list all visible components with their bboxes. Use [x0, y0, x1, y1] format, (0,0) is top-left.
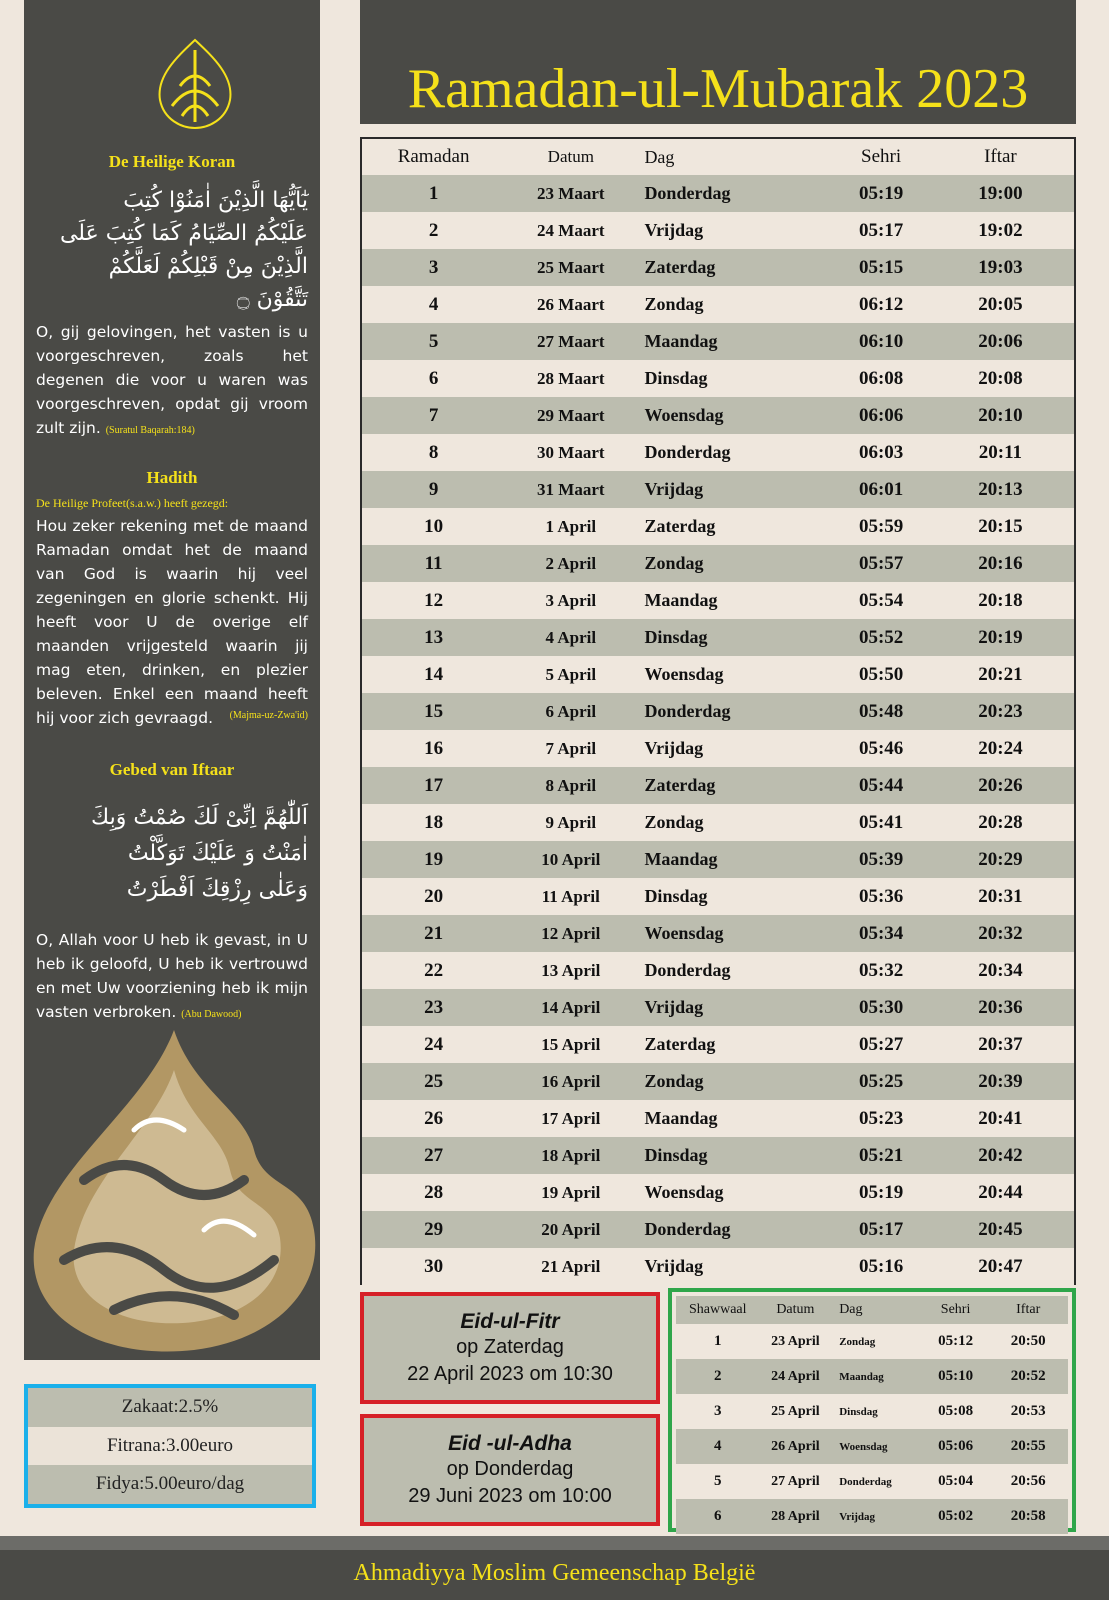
- header-sehri: Sehri: [861, 146, 902, 167]
- iftaar-citation: (Abu Dawood): [181, 1009, 242, 1020]
- hadith-heading: Hadith: [146, 468, 198, 487]
- sehri-time-cell: 05:54: [858, 589, 904, 611]
- datum-cell: 31 Maart: [537, 479, 605, 499]
- sehri-time-cell: 05:39: [858, 848, 904, 870]
- table-row: [362, 286, 1074, 323]
- shawwaal-row: [676, 1499, 1068, 1534]
- iftar-time-cell: 20:11: [978, 441, 1023, 463]
- datum-cell: 19 April: [541, 1182, 601, 1202]
- dag-cell: Woensdag: [839, 1440, 888, 1453]
- sehri-time-cell: 05:19: [858, 1181, 904, 1203]
- ramadan-day-cell: 27: [424, 1144, 444, 1166]
- datum-cell: 26 April: [771, 1438, 820, 1454]
- sehri-time-cell: 05:48: [858, 700, 904, 722]
- zakaat-rate: Zakaat:2.5%: [28, 1388, 312, 1427]
- dag-cell: Vrijdag: [644, 1256, 704, 1276]
- datum-cell: 27 April: [771, 1473, 820, 1489]
- shawwaal-day-cell: 5: [714, 1473, 722, 1489]
- sehri-time-cell: 05:34: [858, 922, 904, 944]
- dag-cell: Dinsdag: [839, 1405, 878, 1418]
- koran-translation: O, gij gelovingen, het vasten is u voorgeschreven, zoals het degenen die voor u waren was voorgeschreven, opdat gij vroom zult zijn. (Suratul Baqarah:184): [36, 323, 308, 437]
- table-row: [362, 767, 1074, 804]
- sehri-time-cell: 05:17: [858, 219, 904, 241]
- table-row: [362, 878, 1074, 915]
- sehri-time-cell: 06:01: [858, 478, 904, 500]
- footer-strip: [0, 1536, 1109, 1550]
- page-title: Ramadan-ul-Mubarak 2023: [407, 58, 1029, 120]
- iftar-time-cell: 20:15: [978, 515, 1023, 537]
- table-row: [362, 508, 1074, 545]
- datum-cell: 2 April: [545, 553, 597, 573]
- shawwaal-row: [676, 1464, 1068, 1499]
- iftar-time-cell: 20:36: [978, 996, 1023, 1018]
- sehri-time-cell: 05:12: [938, 1333, 974, 1349]
- eid-ul-adha-box: [360, 1414, 660, 1526]
- datum-cell: 9 April: [545, 812, 597, 832]
- shawwaal-body: [676, 1324, 1068, 1534]
- table-row: [362, 360, 1074, 397]
- sehri-time-cell: 06:03: [858, 441, 904, 463]
- ramadan-day-cell: 17: [424, 774, 444, 796]
- table-row: [362, 619, 1074, 656]
- datum-cell: 8 April: [545, 775, 597, 795]
- datum-cell: 11 April: [541, 886, 600, 906]
- dag-cell: Woensdag: [644, 664, 724, 684]
- iftar-time-cell: 20:56: [1010, 1473, 1046, 1489]
- koran-arabic-verse: يٰٓاَيُّهَا الَّذِيْنَ اٰمَنُوْا كُتِبَ عَلَيْكُمُ الصِّيَامُ كَمَا كُتِبَ عَلَى الَّذِيْنَ مِنْ قَبْلِكُمْ لَعَلَّكُمْ تَتَّقُوْنَ ۝: [59, 188, 308, 312]
- shawwaal-row: [676, 1359, 1068, 1394]
- table-row: [362, 175, 1074, 212]
- table-row: [362, 656, 1074, 693]
- ramadan-day-cell: 5: [428, 330, 439, 352]
- eid-fitr-day: op Zaterdag: [456, 1336, 564, 1358]
- sehri-time-cell: 05:46: [858, 737, 904, 759]
- shawwaal-day-cell: 6: [714, 1508, 722, 1524]
- dag-cell: Vrijdag: [644, 997, 704, 1017]
- datum-cell: 23 April: [771, 1333, 820, 1349]
- eid-adha-title: Eid -ul-Adha: [448, 1432, 572, 1455]
- iftar-time-cell: 20:18: [978, 589, 1023, 611]
- iftar-time-cell: 20:39: [978, 1070, 1023, 1092]
- ramadan-day-cell: 12: [424, 589, 444, 611]
- sehri-time-cell: 05:44: [858, 774, 904, 796]
- datum-cell: 15 April: [541, 1034, 601, 1054]
- dag-cell: Donderdag: [644, 1219, 731, 1239]
- fidya-rate: Fidya:5.00euro/dag: [28, 1465, 312, 1504]
- sehri-time-cell: 05:04: [938, 1473, 974, 1489]
- table-row: [362, 1211, 1074, 1248]
- iftar-time-cell: 20:41: [978, 1107, 1023, 1129]
- datum-cell: 24 Maart: [537, 220, 605, 240]
- table-row: [362, 545, 1074, 582]
- ramadan-day-cell: 8: [428, 441, 439, 463]
- iftar-time-cell: 20:53: [1010, 1403, 1046, 1419]
- iftar-time-cell: 20:55: [1010, 1438, 1046, 1454]
- ramadan-day-cell: 25: [424, 1070, 444, 1092]
- iftar-time-cell: 20:13: [978, 478, 1023, 500]
- sehri-time-cell: 05:21: [858, 1144, 904, 1166]
- datum-cell: 23 Maart: [537, 183, 605, 203]
- iftaar-heading: Gebed van Iftaar: [109, 760, 235, 779]
- dag-cell: Vrijdag: [644, 479, 704, 499]
- datum-cell: 29 Maart: [537, 405, 605, 425]
- header-ramadan: Ramadan: [397, 146, 470, 167]
- dag-cell: Zaterdag: [644, 257, 716, 277]
- sehri-time-cell: 05:59: [858, 515, 904, 537]
- dag-cell: Zondag: [644, 812, 704, 832]
- iftar-time-cell: 20:10: [978, 404, 1023, 426]
- koran-heading: De Heilige Koran: [108, 152, 236, 171]
- header-dag: Dag: [839, 1302, 863, 1317]
- dag-cell: Donderdag: [644, 183, 731, 203]
- datum-cell: 13 April: [541, 960, 601, 980]
- table-row: [362, 323, 1074, 360]
- header-datum: Datum: [547, 147, 594, 166]
- iftar-time-cell: 20:47: [978, 1255, 1023, 1277]
- sehri-time-cell: 05:06: [938, 1438, 974, 1454]
- dag-cell: Woensdag: [644, 1182, 724, 1202]
- iftar-time-cell: 20:29: [978, 848, 1023, 870]
- table-row: [362, 434, 1074, 471]
- iftar-time-cell: 20:58: [1010, 1508, 1046, 1524]
- ramadan-mubarak-calligraphy: [24, 1030, 320, 1360]
- eid-ul-fitr-box: [360, 1292, 660, 1404]
- dag-cell: Maandag: [644, 331, 718, 351]
- table-body: [362, 175, 1074, 1285]
- dag-cell: Donderdag: [644, 701, 731, 721]
- datum-cell: 6 April: [545, 701, 597, 721]
- table-row: [362, 1248, 1074, 1285]
- datum-cell: 5 April: [545, 664, 597, 684]
- iftar-time-cell: 20:44: [978, 1181, 1023, 1203]
- iftar-time-cell: 20:45: [978, 1218, 1023, 1240]
- sehri-time-cell: 05:23: [858, 1107, 904, 1129]
- shawwaal-day-cell: 2: [714, 1368, 722, 1384]
- header-sehri: Sehri: [940, 1302, 971, 1317]
- dag-cell: Maandag: [644, 590, 718, 610]
- iftar-time-cell: 20:50: [1010, 1333, 1046, 1349]
- ramadan-day-cell: 10: [424, 515, 444, 537]
- dag-cell: Zaterdag: [644, 516, 716, 536]
- sehri-time-cell: 06:08: [858, 367, 904, 389]
- iftar-time-cell: 19:03: [978, 256, 1023, 278]
- header-iftar: Iftar: [1016, 1302, 1041, 1317]
- iftar-time-cell: 20:24: [978, 737, 1023, 759]
- ramadan-day-cell: 1: [428, 182, 439, 204]
- iftar-time-cell: 20:19: [978, 626, 1023, 648]
- header-shawwaal: Shawwaal: [689, 1302, 747, 1317]
- dag-cell: Zaterdag: [644, 775, 716, 795]
- shawwaal-day-cell: 3: [714, 1403, 722, 1419]
- dag-cell: Donderdag: [839, 1475, 892, 1488]
- ramadan-day-cell: 19: [424, 848, 444, 870]
- iftar-time-cell: 20:05: [978, 293, 1023, 315]
- ramadan-day-cell: 21: [424, 922, 444, 944]
- sehri-time-cell: 05:27: [858, 1033, 904, 1055]
- ramadan-day-cell: 14: [424, 663, 444, 685]
- table-row: [362, 804, 1074, 841]
- table-row: [362, 397, 1074, 434]
- sehri-time-cell: 05:15: [858, 256, 904, 278]
- ramadan-day-cell: 3: [428, 256, 439, 278]
- table-row: [362, 212, 1074, 249]
- table-row: [362, 989, 1074, 1026]
- sehri-time-cell: 05:08: [938, 1403, 974, 1419]
- dag-cell: Zondag: [644, 1071, 704, 1091]
- table-row: [362, 1100, 1074, 1137]
- shawwaal-header: [676, 1296, 1068, 1324]
- table-row: [362, 1137, 1074, 1174]
- datum-cell: 12 April: [541, 923, 601, 943]
- bismillah-calligraphy: [152, 36, 238, 132]
- table-row: [362, 582, 1074, 619]
- iftar-time-cell: 20:06: [978, 330, 1023, 352]
- iftar-time-cell: 20:16: [978, 552, 1023, 574]
- header-iftar: Iftar: [984, 146, 1017, 167]
- dag-cell: Dinsdag: [644, 1145, 708, 1165]
- sehri-time-cell: 05:25: [858, 1070, 904, 1092]
- ramadan-timetable: [360, 137, 1076, 1285]
- shawwaal-day-cell: 4: [714, 1438, 722, 1454]
- title-banner: [360, 0, 1076, 124]
- datum-cell: 16 April: [541, 1071, 601, 1091]
- ramadan-day-cell: 13: [424, 626, 444, 648]
- eid-fitr-date: 22 April 2023 om 10:30: [407, 1363, 613, 1385]
- footer: Ahmadiyya Moslim Gemeenschap België: [0, 1550, 1109, 1600]
- iftar-time-cell: 20:42: [978, 1144, 1023, 1166]
- table-header: [362, 139, 1074, 175]
- datum-cell: 18 April: [541, 1145, 601, 1165]
- datum-cell: 17 April: [541, 1108, 601, 1128]
- hadith-citation: (Majma-uz-Zwa'id): [229, 710, 308, 721]
- ramadan-day-cell: 16: [424, 737, 444, 759]
- ramadan-day-cell: 15: [424, 700, 444, 722]
- sehri-time-cell: 05:57: [858, 552, 904, 574]
- sehri-time-cell: 05:30: [858, 996, 904, 1018]
- shawwaal-day-cell: 1: [714, 1333, 722, 1349]
- ramadan-day-cell: 29: [424, 1218, 444, 1240]
- table-row: [362, 693, 1074, 730]
- sehri-time-cell: 06:10: [858, 330, 904, 352]
- ramadan-day-cell: 26: [424, 1107, 444, 1129]
- table-row: [362, 249, 1074, 286]
- dag-cell: Zondag: [644, 294, 704, 314]
- sehri-time-cell: 05:19: [858, 182, 904, 204]
- datum-cell: 30 Maart: [537, 442, 605, 462]
- ramadan-day-cell: 2: [428, 219, 439, 241]
- iftar-time-cell: 20:26: [978, 774, 1023, 796]
- iftar-time-cell: 20:28: [978, 811, 1023, 833]
- datum-cell: 14 April: [541, 997, 601, 1017]
- sehri-time-cell: 05:10: [938, 1368, 974, 1384]
- fitrana-rate: Fitrana:3.00euro: [28, 1427, 312, 1466]
- koran-citation: (Suratul Baqarah:184): [105, 425, 195, 436]
- datum-cell: 21 April: [541, 1256, 601, 1276]
- ramadan-day-cell: 28: [424, 1181, 444, 1203]
- dag-cell: Woensdag: [644, 923, 724, 943]
- datum-cell: 7 April: [545, 738, 597, 758]
- dag-cell: Woensdag: [644, 405, 724, 425]
- table-row: [362, 952, 1074, 989]
- datum-cell: 4 April: [545, 627, 597, 647]
- ramadan-day-cell: 30: [424, 1255, 444, 1277]
- ramadan-day-cell: 18: [424, 811, 444, 833]
- header-dag: Dag: [644, 146, 675, 167]
- iftar-time-cell: 19:00: [978, 182, 1023, 204]
- sehri-time-cell: 05:02: [938, 1508, 974, 1524]
- table-row: [362, 1174, 1074, 1211]
- shawwaal-timetable: [668, 1288, 1076, 1532]
- table-row: [362, 730, 1074, 767]
- header-datum: Datum: [776, 1302, 815, 1317]
- ramadan-day-cell: 20: [424, 885, 444, 907]
- ramadan-day-cell: 4: [428, 293, 439, 315]
- datum-cell: 28 April: [771, 1508, 820, 1524]
- iftar-time-cell: 20:52: [1010, 1368, 1046, 1384]
- ramadan-day-cell: 22: [424, 959, 444, 981]
- iftar-time-cell: 20:34: [978, 959, 1023, 981]
- datum-cell: 3 April: [545, 590, 597, 610]
- dag-cell: Zondag: [644, 553, 704, 573]
- hadith-text: Hou zeker rekening met de maand Ramadan omdat het de maand van God is waarin hij veel zegeningen en glorie schenkt. Hij heeft voor U de overige elf maanden vrijgesteld waarin jij mag eten, drinken, en plezier beleven. Enkel een maand heeft hij voor zich gevraagd.: [36, 517, 308, 727]
- iftar-time-cell: 20:32: [978, 922, 1023, 944]
- table-row: [362, 471, 1074, 508]
- datum-cell: 20 April: [541, 1219, 601, 1239]
- table-row: [362, 1026, 1074, 1063]
- datum-cell: 25 April: [771, 1403, 820, 1419]
- iftar-time-cell: 20:37: [978, 1033, 1023, 1055]
- iftaar-arabic-prayer: اَللّٰهُمَّ اِنِّیْ لَكَ صُمْتُ وَبِكَ اٰمَنْتُ وَ عَلَيْكَ تَوَكَّلْتُ وَعَلٰی رِزْقِكَ اَفْطَرْتُ: [91, 805, 308, 902]
- shawwaal-row: [676, 1394, 1068, 1429]
- shawwaal-row: [676, 1429, 1068, 1464]
- ramadan-day-cell: 23: [424, 996, 444, 1018]
- ramadan-day-cell: 6: [428, 367, 439, 389]
- datum-cell: 27 Maart: [537, 331, 605, 351]
- sehri-time-cell: 06:06: [858, 404, 904, 426]
- ramadan-day-cell: 24: [424, 1033, 444, 1055]
- dag-cell: Vrijdag: [644, 220, 704, 240]
- sehri-time-cell: 05:36: [858, 885, 904, 907]
- dag-cell: Dinsdag: [644, 368, 708, 388]
- datum-cell: 24 April: [771, 1368, 820, 1384]
- hadith-subheading: De Heilige Profeet(s.a.w.) heeft gezegd:: [36, 496, 229, 510]
- dag-cell: Maandag: [839, 1370, 884, 1383]
- table-row: [362, 915, 1074, 952]
- eid-adha-date: 29 Juni 2023 om 10:00: [408, 1485, 612, 1507]
- dag-cell: Donderdag: [644, 442, 731, 462]
- shawwaal-row: [676, 1324, 1068, 1359]
- dag-cell: Zondag: [839, 1335, 876, 1348]
- eid-fitr-title: Eid-ul-Fitr: [460, 1310, 560, 1333]
- datum-cell: 10 April: [541, 849, 601, 869]
- table-row: [362, 841, 1074, 878]
- datum-cell: 28 Maart: [537, 368, 605, 388]
- datum-cell: 1 April: [545, 516, 597, 536]
- table-row: [362, 1063, 1074, 1100]
- eid-adha-day: op Donderdag: [446, 1458, 574, 1480]
- sehri-time-cell: 05:32: [858, 959, 904, 981]
- sehri-time-cell: 05:16: [858, 1255, 904, 1277]
- dag-cell: Donderdag: [644, 960, 731, 980]
- dag-cell: Vrijdag: [839, 1510, 876, 1523]
- dag-cell: Maandag: [644, 1108, 718, 1128]
- dag-cell: Zaterdag: [644, 1034, 716, 1054]
- iftaar-translation: O, Allah voor U heb ik gevast, in U heb ik geloofd, U heb ik vertrouwd en met Uw voorziening heb ik mijn vasten verbroken. (Abu Dawood): [36, 931, 308, 1021]
- sehri-time-cell: 05:41: [858, 811, 904, 833]
- ramadan-day-cell: 7: [428, 404, 439, 426]
- sehri-time-cell: 05:50: [858, 663, 904, 685]
- iftar-time-cell: 20:21: [978, 663, 1023, 685]
- sehri-time-cell: 05:52: [858, 626, 904, 648]
- dag-cell: Dinsdag: [644, 627, 708, 647]
- datum-cell: 25 Maart: [537, 257, 605, 277]
- datum-cell: 26 Maart: [537, 294, 605, 314]
- dag-cell: Vrijdag: [644, 738, 704, 758]
- iftar-time-cell: 20:08: [978, 367, 1023, 389]
- iftar-time-cell: 20:23: [978, 700, 1023, 722]
- dag-cell: Dinsdag: [644, 886, 708, 906]
- iftar-time-cell: 19:02: [978, 219, 1023, 241]
- iftar-time-cell: 20:31: [978, 885, 1023, 907]
- sehri-time-cell: 06:12: [858, 293, 904, 315]
- ramadan-day-cell: 9: [428, 478, 439, 500]
- ramadan-day-cell: 11: [424, 552, 443, 574]
- sehri-time-cell: 05:17: [858, 1218, 904, 1240]
- dag-cell: Maandag: [644, 849, 718, 869]
- zakaat-box: [24, 1384, 316, 1508]
